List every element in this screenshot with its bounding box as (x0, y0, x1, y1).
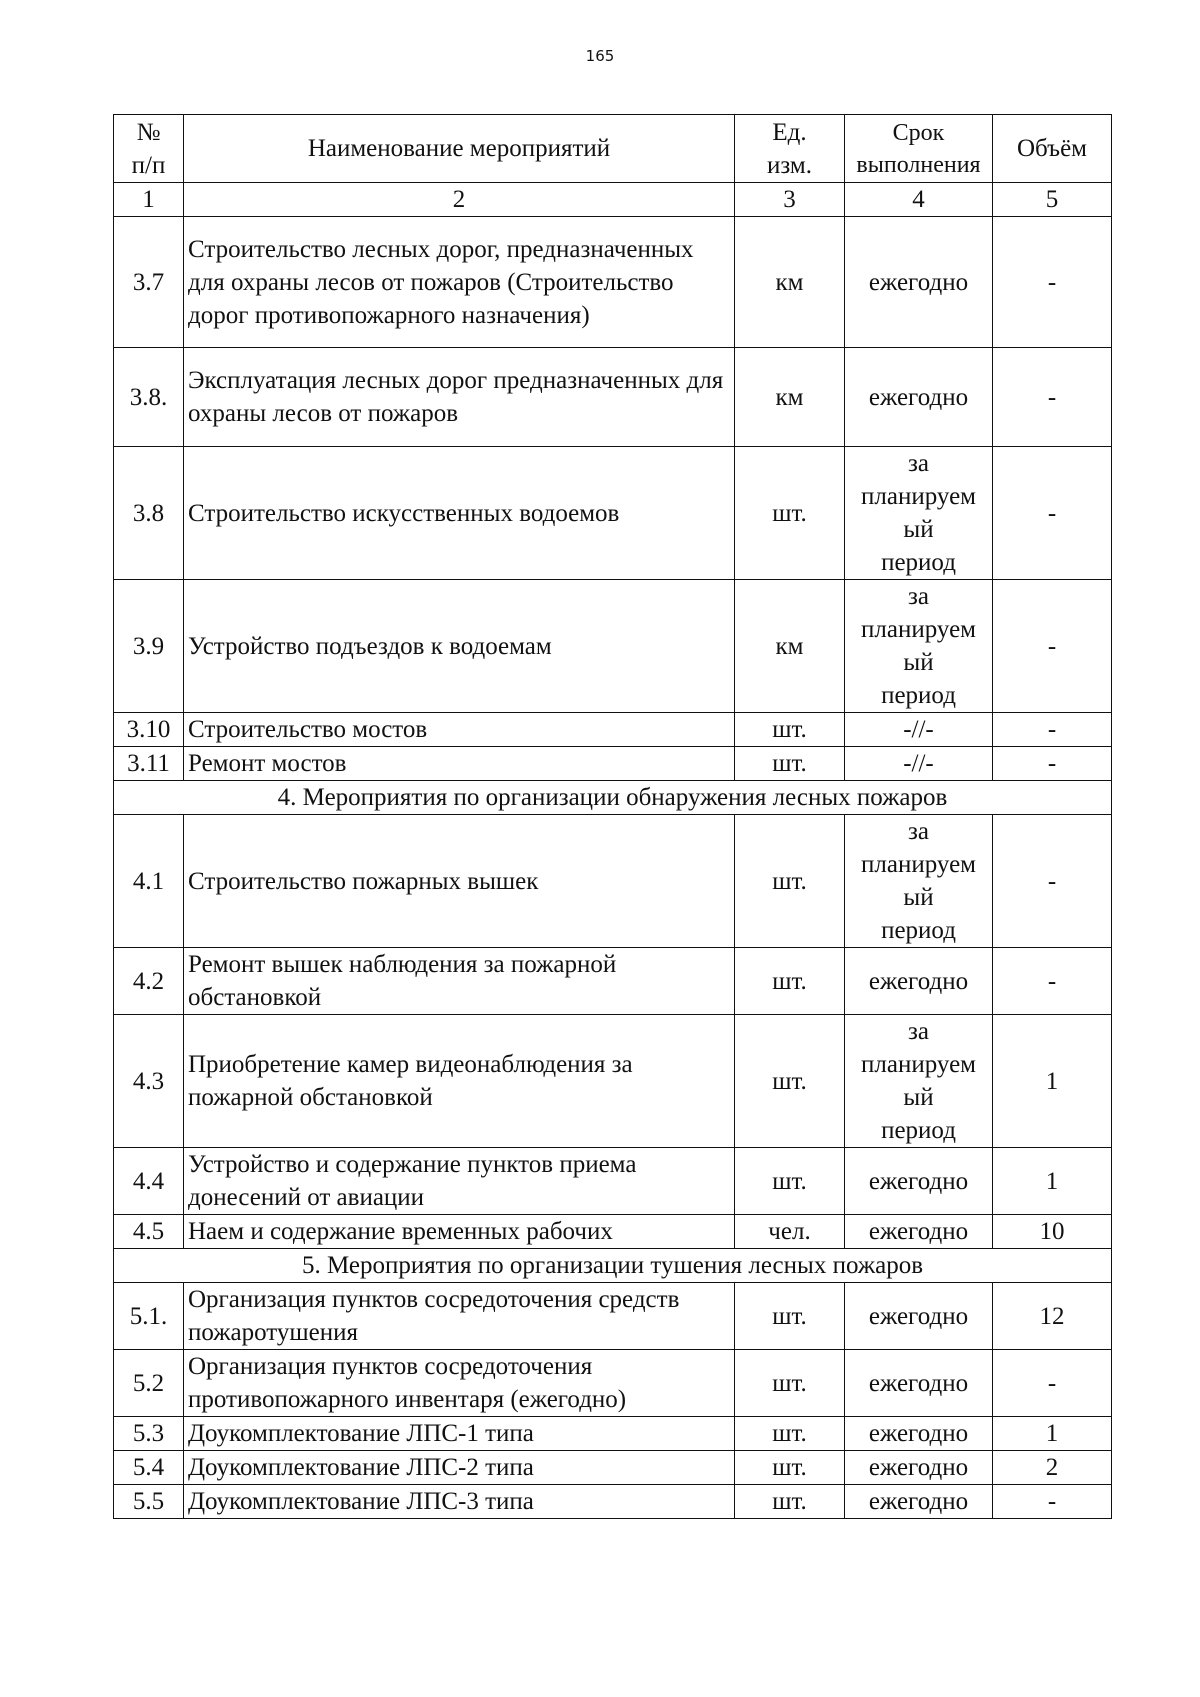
row-volume: - (993, 1485, 1112, 1519)
table-row (114, 1417, 1112, 1451)
row-unit: шт. (735, 747, 845, 781)
header-volume: Объём (993, 115, 1112, 183)
row-unit: шт. (735, 948, 845, 1015)
row-volume: - (993, 580, 1112, 713)
row-number: 5.1. (114, 1283, 184, 1350)
table-row (114, 580, 1112, 713)
table-row (114, 815, 1112, 948)
row-term: ежегодно (845, 1215, 993, 1249)
row-volume: - (993, 713, 1112, 747)
row-volume: 1 (993, 1148, 1112, 1215)
row-number: 3.7 (114, 217, 184, 348)
row-term: ежегодно (845, 1350, 993, 1417)
row-volume: - (993, 447, 1112, 580)
header-term: Срок выполнения (845, 115, 993, 183)
row-number: 4.3 (114, 1015, 184, 1148)
row-term: за планируем ый период (845, 815, 993, 948)
row-volume: - (993, 348, 1112, 447)
row-name: Организация пунктов сосредоточения противопожарного инвентаря (ежегодно) (184, 1350, 735, 1417)
row-term: ежегодно (845, 1485, 993, 1519)
row-name: Устройство и содержание пунктов приема донесений от авиации (184, 1148, 735, 1215)
row-volume: - (993, 1350, 1112, 1417)
row-unit: шт. (735, 1485, 845, 1519)
row-term: ежегодно (845, 1283, 993, 1350)
table-body (114, 115, 1112, 1519)
row-volume: - (993, 747, 1112, 781)
table-row (114, 348, 1112, 447)
row-name: Ремонт мостов (184, 747, 735, 781)
row-number: 3.11 (114, 747, 184, 781)
page-number: 165 (585, 47, 615, 65)
row-unit: шт. (735, 1417, 845, 1451)
row-term: за планируем ый период (845, 580, 993, 713)
table-row (114, 747, 1112, 781)
header-num: № п/п (114, 115, 184, 183)
row-name: Наем и содержание временных рабочих (184, 1215, 735, 1249)
column-number: 3 (735, 183, 845, 217)
column-number-row (114, 183, 1112, 217)
row-unit: шт. (735, 1148, 845, 1215)
row-term: -//- (845, 747, 993, 781)
row-volume: - (993, 815, 1112, 948)
header-row (114, 115, 1112, 183)
row-unit: км (735, 580, 845, 713)
row-number: 4.2 (114, 948, 184, 1015)
row-name: Доукомплектование ЛПС-3 типа (184, 1485, 735, 1519)
row-number: 4.4 (114, 1148, 184, 1215)
table-row (114, 1215, 1112, 1249)
table-row (114, 1485, 1112, 1519)
column-number: 4 (845, 183, 993, 217)
row-name: Строительство пожарных вышек (184, 815, 735, 948)
row-name: Приобретение камер видеонаблюдения за пожарной обстановкой (184, 1015, 735, 1148)
row-term: ежегодно (845, 348, 993, 447)
row-name: Устройство подъездов к водоемам (184, 580, 735, 713)
row-term: ежегодно (845, 1451, 993, 1485)
column-number: 5 (993, 183, 1112, 217)
row-unit: чел. (735, 1215, 845, 1249)
row-number: 5.2 (114, 1350, 184, 1417)
section-row (114, 1249, 1112, 1283)
section-title: 5. Мероприятия по организации тушения лесных пожаров (114, 1249, 1112, 1283)
section-row (114, 781, 1112, 815)
row-unit: км (735, 217, 845, 348)
row-volume: 1 (993, 1417, 1112, 1451)
row-name: Строительство лесных дорог, предназначенных для охраны лесов от пожаров (Строительство дорог противопожарного назначения) (184, 217, 735, 348)
row-name: Эксплуатация лесных дорог предназначенных для охраны лесов от пожаров (184, 348, 735, 447)
row-unit: шт. (735, 1283, 845, 1350)
row-number: 5.3 (114, 1417, 184, 1451)
table-row (114, 1015, 1112, 1148)
table-row (114, 1148, 1112, 1215)
row-unit: шт. (735, 1451, 845, 1485)
table-row (114, 948, 1112, 1015)
header-unit: Ед. изм. (735, 115, 845, 183)
row-number: 3.10 (114, 713, 184, 747)
column-number: 2 (184, 183, 735, 217)
row-volume: 10 (993, 1215, 1112, 1249)
row-name: Строительство искусственных водоемов (184, 447, 735, 580)
row-term: за планируем ый период (845, 447, 993, 580)
row-volume: - (993, 217, 1112, 348)
row-volume: 2 (993, 1451, 1112, 1485)
header-name: Наименование мероприятий (184, 115, 735, 183)
section-title: 4. Мероприятия по организации обнаружения лесных пожаров (114, 781, 1112, 815)
row-unit: шт. (735, 447, 845, 580)
row-number: 3.9 (114, 580, 184, 713)
measures-table (113, 114, 1112, 1519)
column-number: 1 (114, 183, 184, 217)
table-row (114, 713, 1112, 747)
row-name: Доукомплектование ЛПС-2 типа (184, 1451, 735, 1485)
row-term: ежегодно (845, 217, 993, 348)
table-row (114, 447, 1112, 580)
table-row (114, 217, 1112, 348)
row-volume: - (993, 948, 1112, 1015)
row-number: 4.5 (114, 1215, 184, 1249)
row-unit: шт. (735, 815, 845, 948)
row-volume: 12 (993, 1283, 1112, 1350)
row-number: 4.1 (114, 815, 184, 948)
row-term: ежегодно (845, 1148, 993, 1215)
row-unit: шт. (735, 713, 845, 747)
row-name: Строительство мостов (184, 713, 735, 747)
row-term: -//- (845, 713, 993, 747)
row-unit: шт. (735, 1015, 845, 1148)
row-number: 5.4 (114, 1451, 184, 1485)
row-name: Доукомплектование ЛПС-1 типа (184, 1417, 735, 1451)
row-name: Организация пунктов сосредоточения средств пожаротушения (184, 1283, 735, 1350)
row-term: ежегодно (845, 1417, 993, 1451)
table-row (114, 1451, 1112, 1485)
table-row (114, 1283, 1112, 1350)
row-term: ежегодно (845, 948, 993, 1015)
row-volume: 1 (993, 1015, 1112, 1148)
row-number: 5.5 (114, 1485, 184, 1519)
row-name: Ремонт вышек наблюдения за пожарной обстановкой (184, 948, 735, 1015)
row-term: за планируем ый период (845, 1015, 993, 1148)
row-number: 3.8. (114, 348, 184, 447)
row-number: 3.8 (114, 447, 184, 580)
row-unit: шт. (735, 1350, 845, 1417)
row-unit: км (735, 348, 845, 447)
table-row (114, 1350, 1112, 1417)
